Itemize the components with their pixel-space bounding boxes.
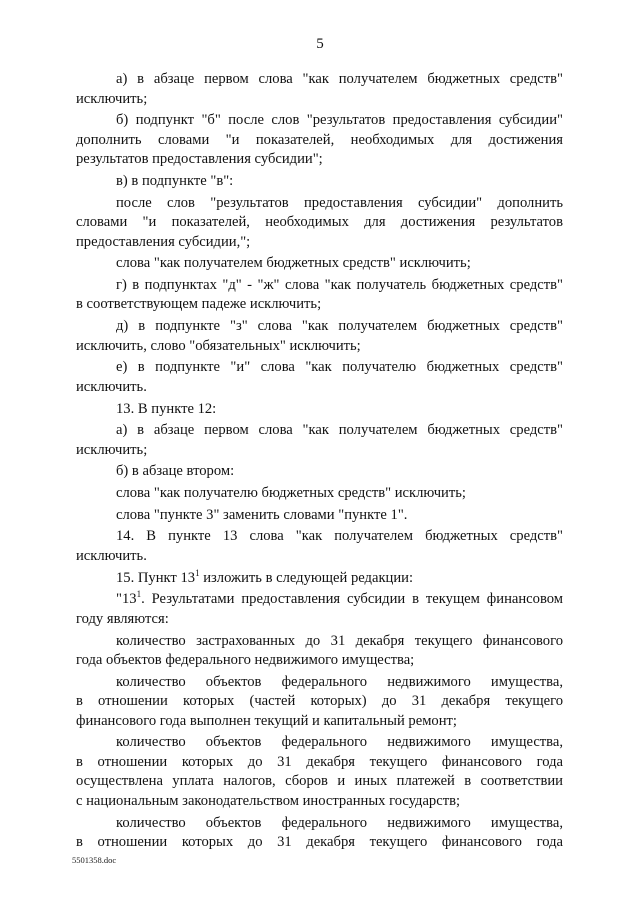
superscript: 1 (136, 589, 142, 600)
file-name-footer: 5501358.doc (72, 855, 117, 865)
text-line: а) в абзаце первом слова "как получателем бюджетных средств" (116, 422, 563, 439)
text-line: е) в подпункте "и" слова "как получателю бюджетных средств" (116, 359, 563, 376)
text-line: в) в подпункте "в": (116, 172, 234, 189)
text-line (76, 569, 563, 589)
text-line: в отношении которых до 31 декабря текущего финансового года (76, 753, 563, 770)
text-line: году являются: (76, 610, 169, 627)
text-line: в соответствующем падеже исключить; (76, 296, 322, 313)
text-line: года объектов федерального недвижимого имущества; (76, 652, 415, 668)
text-line: осуществлена уплата налогов, сборов и иных платежей в соответствии (76, 773, 563, 790)
text-line: исключить. (76, 378, 147, 395)
text-line: в отношении которых (частей которых) до 31 декабря текущего (76, 693, 563, 710)
text-line: исключить. (76, 547, 147, 564)
text-fragment: изложить в следующей редакции: (203, 569, 414, 586)
text-line: количество объектов федерального недвижимого имущества, (116, 734, 563, 751)
text-line: предоставления субсидии,"; (76, 233, 251, 250)
page-number: 5 (316, 36, 324, 52)
text-line: б) подпункт "б" после слов "результатов предоставления субсидии" (116, 112, 563, 129)
text-line: слова "как получателем бюджетных средств" исключить; (116, 255, 471, 272)
text-line: 13. В пункте 12: (116, 400, 217, 417)
text-line: 14. В пункте 13 слова "как получателем бюджетных средств" (116, 528, 563, 545)
text-line: исключить; (76, 441, 148, 458)
document-body (76, 70, 563, 853)
text-fragment: "13 (116, 591, 137, 608)
text-line: результатов предоставления субсидии"; (76, 151, 323, 168)
text-line: с национальным законодательством иностранных государств; (76, 792, 461, 809)
text-line: а) в абзаце первом слова "как получателем бюджетных средств" (116, 71, 563, 87)
text-line: слова "как получателю бюджетных средств" исключить; (116, 485, 466, 502)
text-fragment: 15. Пункт 13 (116, 569, 196, 586)
text-line: дополнить словами "и показателей, необходимых для достижения (76, 131, 563, 148)
text-line (76, 590, 563, 610)
text-line: в отношении которых до 31 декабря текущего финансового года (76, 834, 563, 851)
text-line: г) в подпунктах "д" - "ж" слова "как получатель бюджетных средств" (116, 276, 563, 293)
text-line: слова "пункте 3" заменить словами "пункте 1". (116, 506, 408, 523)
text-line: словами "и показателей, необходимых для достижения результатов (76, 214, 563, 231)
text-line: д) в подпункте "з" слова "как получателем бюджетных средств" (116, 318, 563, 335)
text-line: исключить, слово "обязательных" исключить; (76, 337, 361, 354)
text-line: исключить; (76, 90, 148, 107)
text-line: после слов "результатов предоставления субсидии" дополнить (116, 194, 563, 211)
text-line: количество застрахованных до 31 декабря текущего финансового (116, 632, 563, 649)
text-line: б) в абзаце втором: (116, 463, 235, 480)
text-line: количество объектов федерального недвижимого имущества, (116, 673, 563, 690)
text-fragment: . Результатами предоставления субсидии в текущем финансовом (141, 591, 563, 608)
text-line: количество объектов федерального недвижимого имущества, (116, 814, 563, 831)
text-line: финансового года выполнен текущий и капитальный ремонт; (76, 712, 457, 729)
superscript: 1 (195, 567, 200, 578)
